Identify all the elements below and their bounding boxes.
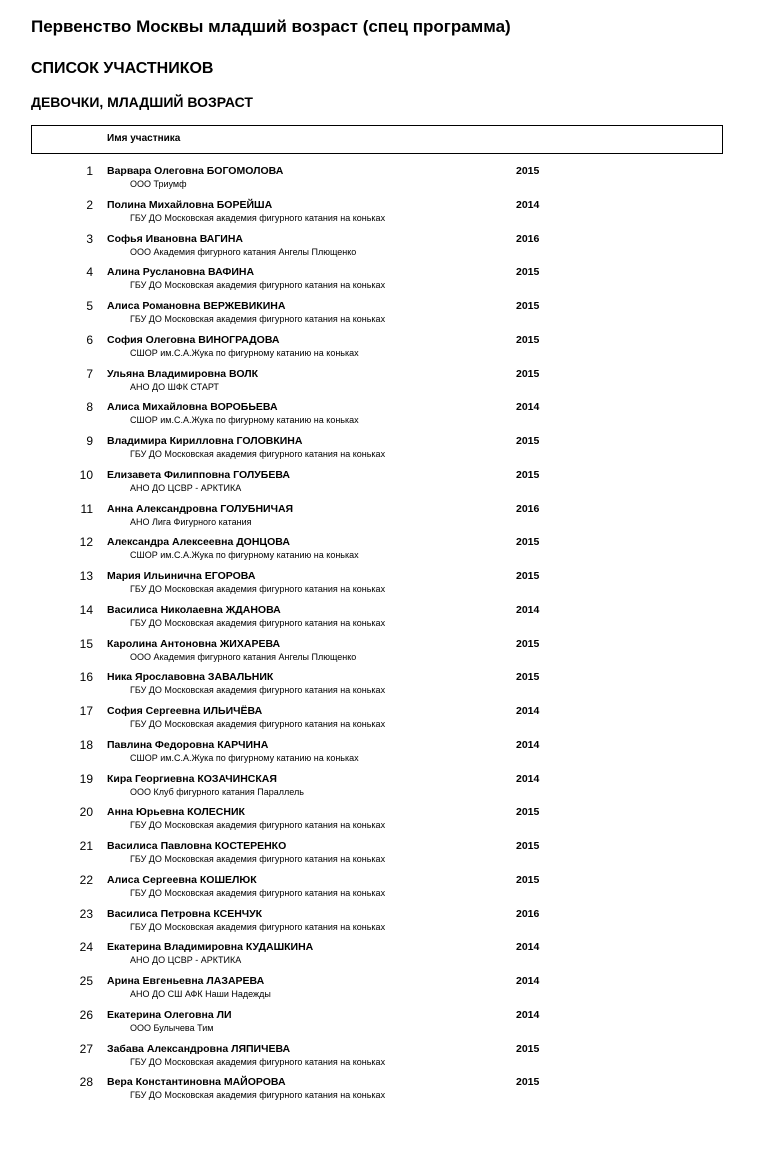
participant-name: Александра Алексеевна ДОНЦОВА	[107, 536, 290, 549]
participant-club: ООО Клуб фигурного катания Параллель	[130, 786, 304, 797]
participant-birth-year: 2015	[516, 435, 540, 447]
participant-number: 25	[79, 974, 93, 988]
participant-row	[0, 1075, 760, 1109]
participant-number: 7	[86, 366, 93, 381]
participant-birth-year: 2014	[516, 705, 540, 717]
participant-list	[0, 164, 760, 1109]
column-header-name: Имя участника	[107, 133, 181, 144]
participant-number: 15	[79, 636, 93, 651]
participant-birth-year: 2015	[516, 637, 540, 650]
participant-birth-year: 2015	[516, 266, 540, 279]
participant-birth-year: 2016	[516, 232, 540, 245]
participant-row	[0, 637, 760, 671]
participant-club: АНО ДО ЦСВР - АРКТИКА	[130, 955, 242, 966]
participant-name: Ульяна Владимировна ВОЛК	[107, 367, 259, 380]
participant-name: София Олеговна ВИНОГРАДОВА	[107, 333, 280, 346]
participant-birth-year: 2014	[516, 772, 540, 785]
participant-row	[0, 164, 760, 198]
participant-birth-year: 2016	[516, 502, 540, 515]
participant-name: Арина Евгеньевна ЛАЗАРЕВА	[107, 975, 265, 987]
participant-row	[0, 839, 760, 873]
participant-row	[0, 974, 760, 1008]
participant-name: Алиса Михайловна ВОРОБЬЕВА	[107, 401, 278, 414]
participant-club: ГБУ ДО Московская академия фигурного катания на коньках	[130, 314, 386, 324]
participant-club: ГБУ ДО Московская академия фигурного катания на коньках	[130, 719, 386, 729]
participant-birth-year: 2015	[516, 1042, 540, 1055]
participant-club: АНО Лига Фигурного катания	[130, 516, 252, 527]
participant-name: Владимира Кирилловна ГОЛОВКИНА	[107, 435, 303, 447]
participant-row	[0, 299, 760, 333]
participant-club: ГБУ ДО Московская академия фигурного катания на коньках	[130, 854, 386, 864]
participant-row	[0, 603, 760, 637]
participant-name: София Сергеевна ИЛЬИЧЁВА	[107, 705, 263, 717]
participant-number: 28	[79, 1075, 93, 1090]
participant-birth-year: 2015	[516, 1076, 540, 1089]
participant-number: 24	[79, 940, 93, 955]
participant-row	[0, 738, 760, 772]
participant-birth-year: 2015	[516, 367, 540, 380]
participant-club: АНО ДО ЦСВР - АРКТИКА	[130, 482, 242, 493]
participant-number: 5	[86, 299, 93, 313]
participant-row	[0, 367, 760, 401]
participant-club: АНО ДО ШФК СТАРТ	[130, 381, 219, 392]
participant-club: ГБУ ДО Московская академия фигурного катания на коньках	[130, 280, 386, 291]
participant-number: 23	[79, 906, 93, 921]
participant-birth-year: 2015	[516, 806, 540, 819]
participant-row	[0, 907, 760, 941]
participant-number: 16	[79, 670, 93, 685]
participant-name: Софья Ивановна ВАГИНА	[107, 232, 244, 245]
participant-number: 26	[79, 1007, 93, 1022]
participant-club: ООО Булычева Тим	[130, 1022, 214, 1033]
participant-name: Василиса Николаевна ЖДАНОВА	[107, 603, 281, 616]
participant-club: ГБУ ДО Московская академия фигурного катания на коньках	[130, 685, 386, 696]
participant-number: 10	[79, 467, 93, 482]
participant-club: СШОР им.С.А.Жука по фигурному катанию на коньках	[130, 550, 359, 561]
participant-name: Анна Александровна ГОЛУБНИЧАЯ	[107, 502, 294, 515]
participant-number: 19	[79, 771, 93, 786]
participant-row	[0, 468, 760, 502]
participant-row	[0, 772, 760, 806]
participant-birth-year: 2016	[516, 907, 540, 920]
participant-birth-year: 2014	[516, 1008, 540, 1021]
list-title: СПИСОК УЧАСТНИКОВ	[31, 60, 214, 77]
participant-row	[0, 535, 760, 569]
participant-number: 4	[86, 265, 93, 280]
participant-birth-year: 2015	[516, 570, 540, 582]
participant-name: Вера Константиновна МАЙОРОВА	[107, 1076, 286, 1089]
participant-birth-year: 2015	[516, 873, 540, 886]
participant-club: АНО ДО СШ АФК Наши Надежды	[130, 989, 271, 999]
participant-birth-year: 2015	[516, 536, 540, 549]
participant-number: 22	[79, 872, 93, 887]
participant-name: Анна Юрьевна КОЛЕСНИК	[107, 806, 245, 819]
participant-name: Екатерина Олеговна ЛИ	[107, 1008, 232, 1021]
participant-club: ГБУ ДО Московская академия фигурного катания на коньках	[130, 1056, 386, 1067]
participant-birth-year: 2014	[516, 401, 540, 414]
participant-birth-year: 2014	[516, 603, 540, 616]
participant-birth-year: 2014	[516, 975, 540, 987]
participant-name: Алина Руслановна ВАФИНА	[107, 266, 255, 279]
participant-row	[0, 805, 760, 839]
participant-name: Алиса Сергеевна КОШЕЛЮК	[107, 873, 257, 886]
page-title: Первенство Москвы младший возраст (спец программа)	[31, 17, 511, 36]
participant-number: 17	[79, 704, 93, 718]
participant-name: Ника Ярославовна ЗАВАЛЬНИК	[107, 671, 274, 684]
participant-number: 14	[79, 602, 93, 617]
participant-club: СШОР им.С.А.Жука по фигурному катанию на коньках	[130, 415, 359, 426]
participant-number: 12	[79, 535, 93, 550]
participant-birth-year: 2015	[516, 333, 540, 346]
participant-club: ГБУ ДО Московская академия фигурного катания на коньках	[130, 921, 386, 932]
participant-number: 13	[79, 569, 93, 583]
participant-row	[0, 873, 760, 907]
participant-row	[0, 232, 760, 266]
participant-row	[0, 502, 760, 536]
participant-number: 18	[79, 737, 93, 752]
participant-row	[0, 670, 760, 704]
participant-birth-year: 2015	[516, 671, 540, 684]
participant-name: Забава Александровна ЛЯПИЧЕВА	[107, 1042, 291, 1055]
participant-club: ООО Триумф	[130, 179, 187, 189]
participant-club: ООО Академия фигурного катания Ангелы Плющенко	[130, 246, 357, 257]
participant-club: ООО Академия фигурного катания Ангелы Плющенко	[130, 651, 357, 662]
group-title: ДЕВОЧКИ, МЛАДШИЙ ВОЗРАСТ	[31, 94, 253, 110]
participant-club: ГБУ ДО Московская академия фигурного катания на коньках	[130, 584, 386, 594]
participant-club: ГБУ ДО Московская академия фигурного катания на коньках	[130, 887, 386, 898]
table-header	[31, 125, 723, 154]
participant-name: Василиса Петровна КСЕНЧУК	[107, 907, 263, 920]
participant-name: Алиса Романовна ВЕРЖЕВИКИНА	[107, 300, 286, 312]
participant-row	[0, 940, 760, 974]
participant-name: Павлина Федоровна КАРЧИНА	[107, 738, 269, 751]
participant-number: 3	[86, 231, 93, 246]
participant-club: ГБУ ДО Московская академия фигурного катания на коньках	[130, 617, 386, 628]
participant-birth-year: 2015	[516, 840, 540, 852]
participant-row	[0, 1008, 760, 1042]
participant-row	[0, 569, 760, 603]
participant-birth-year: 2015	[516, 300, 540, 312]
participant-name: Варвара Олеговна БОГОМОЛОВА	[107, 165, 284, 177]
participant-name: Каролина Антоновна ЖИХАРЕВА	[107, 637, 281, 650]
participant-row	[0, 400, 760, 434]
participant-birth-year: 2014	[516, 941, 540, 954]
participant-number: 21	[79, 839, 93, 853]
participant-row	[0, 333, 760, 367]
participant-birth-year: 2014	[516, 738, 540, 751]
participant-number: 20	[79, 805, 93, 820]
participant-number: 1	[86, 164, 93, 178]
participant-name: Кира Георгиевна КОЗАЧИНСКАЯ	[107, 772, 277, 785]
participant-number: 2	[86, 197, 93, 212]
participant-club: ГБУ ДО Московская академия фигурного катания на коньках	[130, 1090, 386, 1101]
participant-name: Мария Ильинична ЕГОРОВА	[107, 570, 256, 582]
participant-row	[0, 265, 760, 299]
participant-name: Екатерина Владимировна КУДАШКИНА	[107, 941, 314, 954]
participant-row	[0, 704, 760, 738]
participant-name: Василиса Павловна КОСТЕРЕНКО	[107, 840, 287, 852]
participant-club: ГБУ ДО Московская академия фигурного катания на коньках	[130, 820, 386, 831]
participant-club: СШОР им.С.А.Жука по фигурному катанию на коньках	[130, 752, 359, 763]
participant-number: 8	[86, 400, 93, 415]
participant-number: 6	[86, 332, 93, 347]
participant-name: Полина Михайловна БОРЕЙША	[107, 198, 273, 211]
participant-club: ГБУ ДО Московская академия фигурного катания на коньках	[130, 449, 386, 459]
participant-birth-year: 2015	[516, 468, 540, 481]
participant-birth-year: 2015	[516, 165, 540, 177]
participant-number: 11	[80, 501, 93, 516]
participant-row	[0, 1042, 760, 1076]
participant-number: 27	[79, 1041, 93, 1056]
participant-row	[0, 198, 760, 232]
participant-club: ГБУ ДО Московская академия фигурного катания на коньках	[130, 212, 386, 223]
participant-birth-year: 2014	[516, 198, 540, 211]
participant-club: СШОР им.С.А.Жука по фигурному катанию на коньках	[130, 347, 359, 358]
participant-row	[0, 434, 760, 468]
participant-name: Елизавета Филипповна ГОЛУБЕВА	[107, 468, 290, 481]
participant-number: 9	[86, 434, 93, 448]
